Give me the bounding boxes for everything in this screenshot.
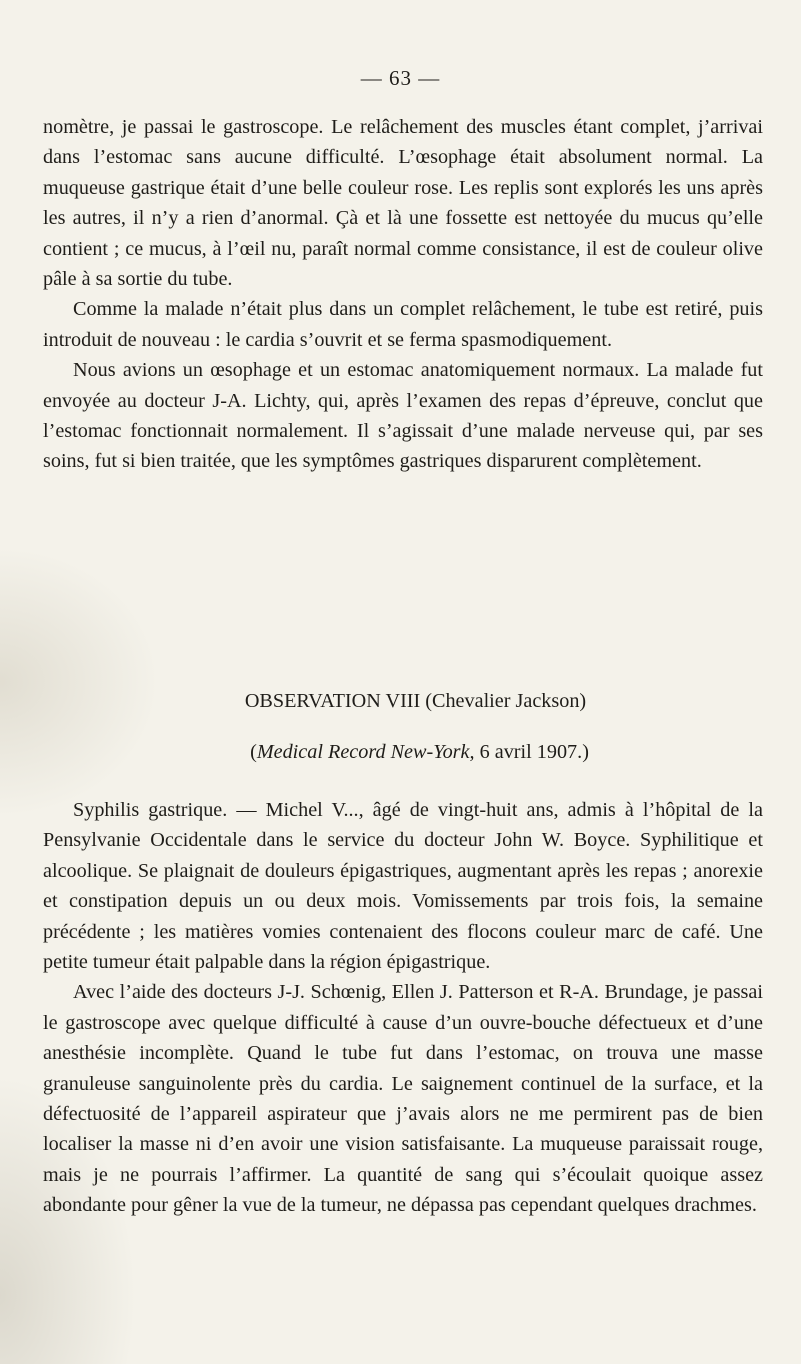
paragraph: Syphilis gastrique. — Michel V..., âgé de vingt-huit ans, admis à l’hôpital de la Pensylvanie Occidentale dans le service du docteur John W. Boyce. Syphilitique et alcoolique. Se plaignait de douleurs épigastriques, augmentant après les repas ; anorexie et constipation depuis un ou deux mois. Vomissements par trois fois, la semaine précédente ; les matières vomies contenaient des flocons couleur marc de café. Une petite tumeur était palpable dans la région épigastrique.: [43, 799, 763, 974]
paragraph: nomètre, je passai le gastroscope. Le relâchement des muscles étant complet, j’arrivai dans l’estomac sans aucune difficulté. L’œsophage était absolument normal. La muqueuse gastrique était d’une belle couleur rose. Les replis sont explorés les uns après les autres, il n’y a rien d’anormal. Çà et là une fossette est nettoyée du mucus qu’elle contient ; ce mucus, à l’œil nu, paraît normal comme consistance, il est de couleur olive pâle à sa sortie du tube.: [43, 116, 763, 291]
paragraph: Nous avions un œsophage et un estomac anatomiquement normaux. La malade fut envoyée au docteur J-A. Lichty, qui, après l’examen des repas d’épreuve, conclut que l’estomac fonctionnait normalement. Il s’agissait d’une malade nerveuse qui, par ses soins, fut si bien traitée, que les symptômes gastriques disparurent complètement.: [43, 359, 763, 473]
source-date: 6 avril 1907.): [474, 741, 589, 763]
paragraph: Comme la malade n’était plus dans un complet relâchement, le tube est retiré, puis introduit de nouveau : le cardia s’ouvrit et se ferma spasmodiquement.: [43, 298, 763, 351]
page-number: — 63 —: [360, 66, 441, 90]
text-block-top: [43, 112, 763, 477]
observation-source: [0, 737, 801, 767]
text-block-bottom: [43, 795, 763, 1221]
source-journal: Medical Record New-York,: [256, 741, 475, 763]
observation-heading: OBSERVATION VIII (Chevalier Jackson): [244, 690, 587, 712]
paragraph: Avec l’aide des docteurs J-J. Schœnig, Ellen J. Patterson et R-A. Brundage, je passai le gastroscope avec quelque difficulté à cause d’un ouvre-bouche défectueux et d’une anesthésie incomplète. Quand le tube fut dans l’estomac, on trouva une masse granuleuse sanguinolente près du cardia. Le saignement continuel de la surface, et la défectuosité de l’appareil aspirateur que j’avais alors ne me permirent pas de bien localiser la masse ni d’en avoir une vision satisfaisante. La muqueuse paraissait rouge, mais je ne pourrais l’affirmer. La quantité de sang qui s’écoulait quoique assez abondante pour gêner la vue de la tumeur, ne dépassa pas cependant quelques drachmes.: [43, 981, 763, 1217]
source-open-paren: (: [250, 741, 257, 763]
